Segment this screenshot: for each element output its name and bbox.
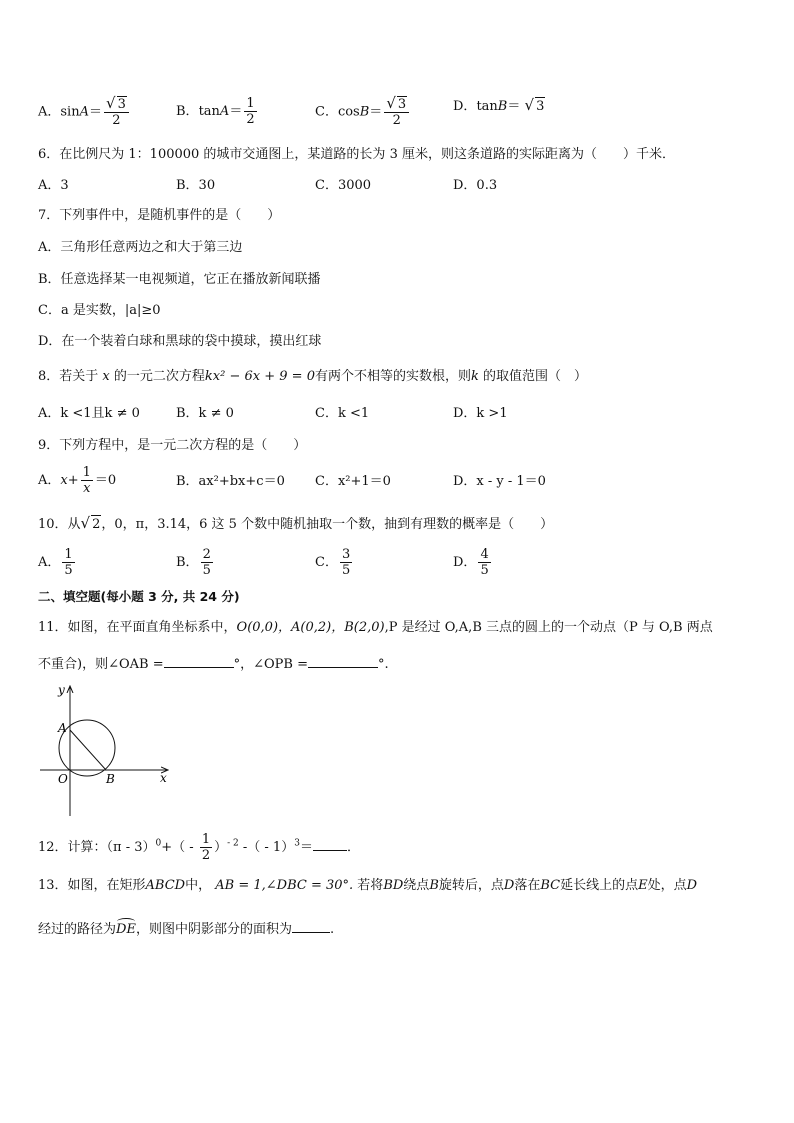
circle xyxy=(59,720,115,776)
q8-option-a[interactable]: A．k <1且k ≠ 0 xyxy=(38,406,140,421)
q10-option-b[interactable]: B． $\frac{2}{5}$ xyxy=(176,547,211,578)
q5-option-a[interactable]: A．sinA＝ $\frac{√ 3}{2}$ xyxy=(38,96,131,128)
q10-option-a[interactable]: A． $\frac{1}{5}$ xyxy=(38,547,73,578)
q11-stem: 11．如图，在平面直角坐标系中，O(0,0)，A(0,2)，B(2,0),P 是经过 O,A,B 三点的圆上的一个动点（P 与 O,B 两点 xyxy=(38,620,713,635)
q5-option-d[interactable]: D．tanB＝ √ 3 xyxy=(453,96,545,114)
q7-stem: 7．下列事件中，是随机事件的是（ ） xyxy=(38,208,281,223)
q7-option-b[interactable]: B．任意选择某一电视频道，它正在播放新闻联播 xyxy=(38,272,321,287)
answer-blank[interactable] xyxy=(313,838,347,851)
q13-stem: 13．如图，在矩形ABCD中， AB = 1,∠DBC = 30°. 若将BD绕点B旋转后，点D落在BC延长线上的点E处，点D xyxy=(38,878,698,893)
point-o-label: O xyxy=(58,772,68,786)
q9-option-b[interactable]: B．ax²+bx+c＝0 xyxy=(176,474,285,489)
q8-option-d[interactable]: D．k >1 xyxy=(453,406,508,421)
q6-option-d[interactable]: D．0.3 xyxy=(453,178,498,193)
fraction: $\frac{1}{2}$ xyxy=(246,96,255,127)
segment-ab xyxy=(70,730,106,770)
section-heading: 二、填空题(每小题 3 分, 共 24 分) xyxy=(38,589,240,604)
q12-stem: 12．计算：（π - 3）$^0$+（ - $\frac{1}{2}$ ）$^{- 2}$ -（ - 1）$^3$＝ ． xyxy=(38,832,360,863)
fraction: $\frac{√ 3}{2}$ xyxy=(384,96,409,128)
q7-option-d[interactable]: D．在一个装着白球和黑球的袋中摸球，摸出红球 xyxy=(38,334,322,349)
q6-option-c[interactable]: C．3000 xyxy=(315,178,372,193)
q6-option-b[interactable]: B．30 xyxy=(176,178,216,193)
q6-option-a[interactable]: A．3 xyxy=(38,178,69,193)
q11-stem-line2: 不重合)，则∠OAB = °，∠OPB = °. xyxy=(38,657,389,672)
q10-option-c[interactable]: C． $\frac{3}{5}$ xyxy=(315,547,351,578)
q9-option-a[interactable]: A．x+ $\frac{1}{x}$ ＝0 xyxy=(38,465,117,496)
q5-option-b[interactable]: B．tanA＝ $\frac{1}{2}$ xyxy=(176,96,255,127)
x-label: x xyxy=(160,771,167,785)
answer-blank[interactable] xyxy=(308,655,378,668)
q5-option-c[interactable]: C．cosB＝ $\frac{√ 3}{2}$ xyxy=(315,96,411,128)
point-b-label: B xyxy=(106,772,115,786)
coordinate-figure xyxy=(36,680,176,820)
q7-option-a[interactable]: A．三角形任意两边之和大于第三边 xyxy=(38,240,243,255)
q7-option-c[interactable]: C．a 是实数，|a|≥0 xyxy=(38,303,161,318)
arc-de: DE xyxy=(116,922,136,937)
point-a-label: A xyxy=(58,721,67,735)
q13-stem-line2: 经过的路径为DE，则图中阴影部分的面积为 . xyxy=(38,922,335,937)
answer-blank[interactable] xyxy=(292,920,330,933)
q8-stem: 8．若关于 x 的一元二次方程kx² − 6x + 9 = 0有两个不相等的实数根，则k 的取值范围（ ） xyxy=(38,369,588,384)
y-label: y xyxy=(58,683,65,697)
q9-option-c[interactable]: C．x²+1＝0 xyxy=(315,474,391,489)
q9-stem: 9．下列方程中，是一元二次方程的是（ ） xyxy=(38,438,307,453)
q6-stem: 6．在比例尺为 1：100000 的城市交通图上，某道路的长为 3 厘米，则这条道路的实际距离为（ ）千米． xyxy=(38,147,675,162)
q10-stem: 10．从√ 2，0，π，3.14，6 这 5 个数中随机抽取一个数，抽到有理数的概率是（ ） xyxy=(38,514,554,532)
q9-option-d[interactable]: D．x - y - 1＝0 xyxy=(453,474,546,489)
answer-blank[interactable] xyxy=(164,655,234,668)
fraction: $\frac{√ 3}{2}$ xyxy=(104,96,129,128)
q10-option-d[interactable]: D． $\frac{4}{5}$ xyxy=(453,547,489,578)
q8-option-c[interactable]: C．k <1 xyxy=(315,406,370,421)
q8-option-b[interactable]: B．k ≠ 0 xyxy=(176,406,234,421)
